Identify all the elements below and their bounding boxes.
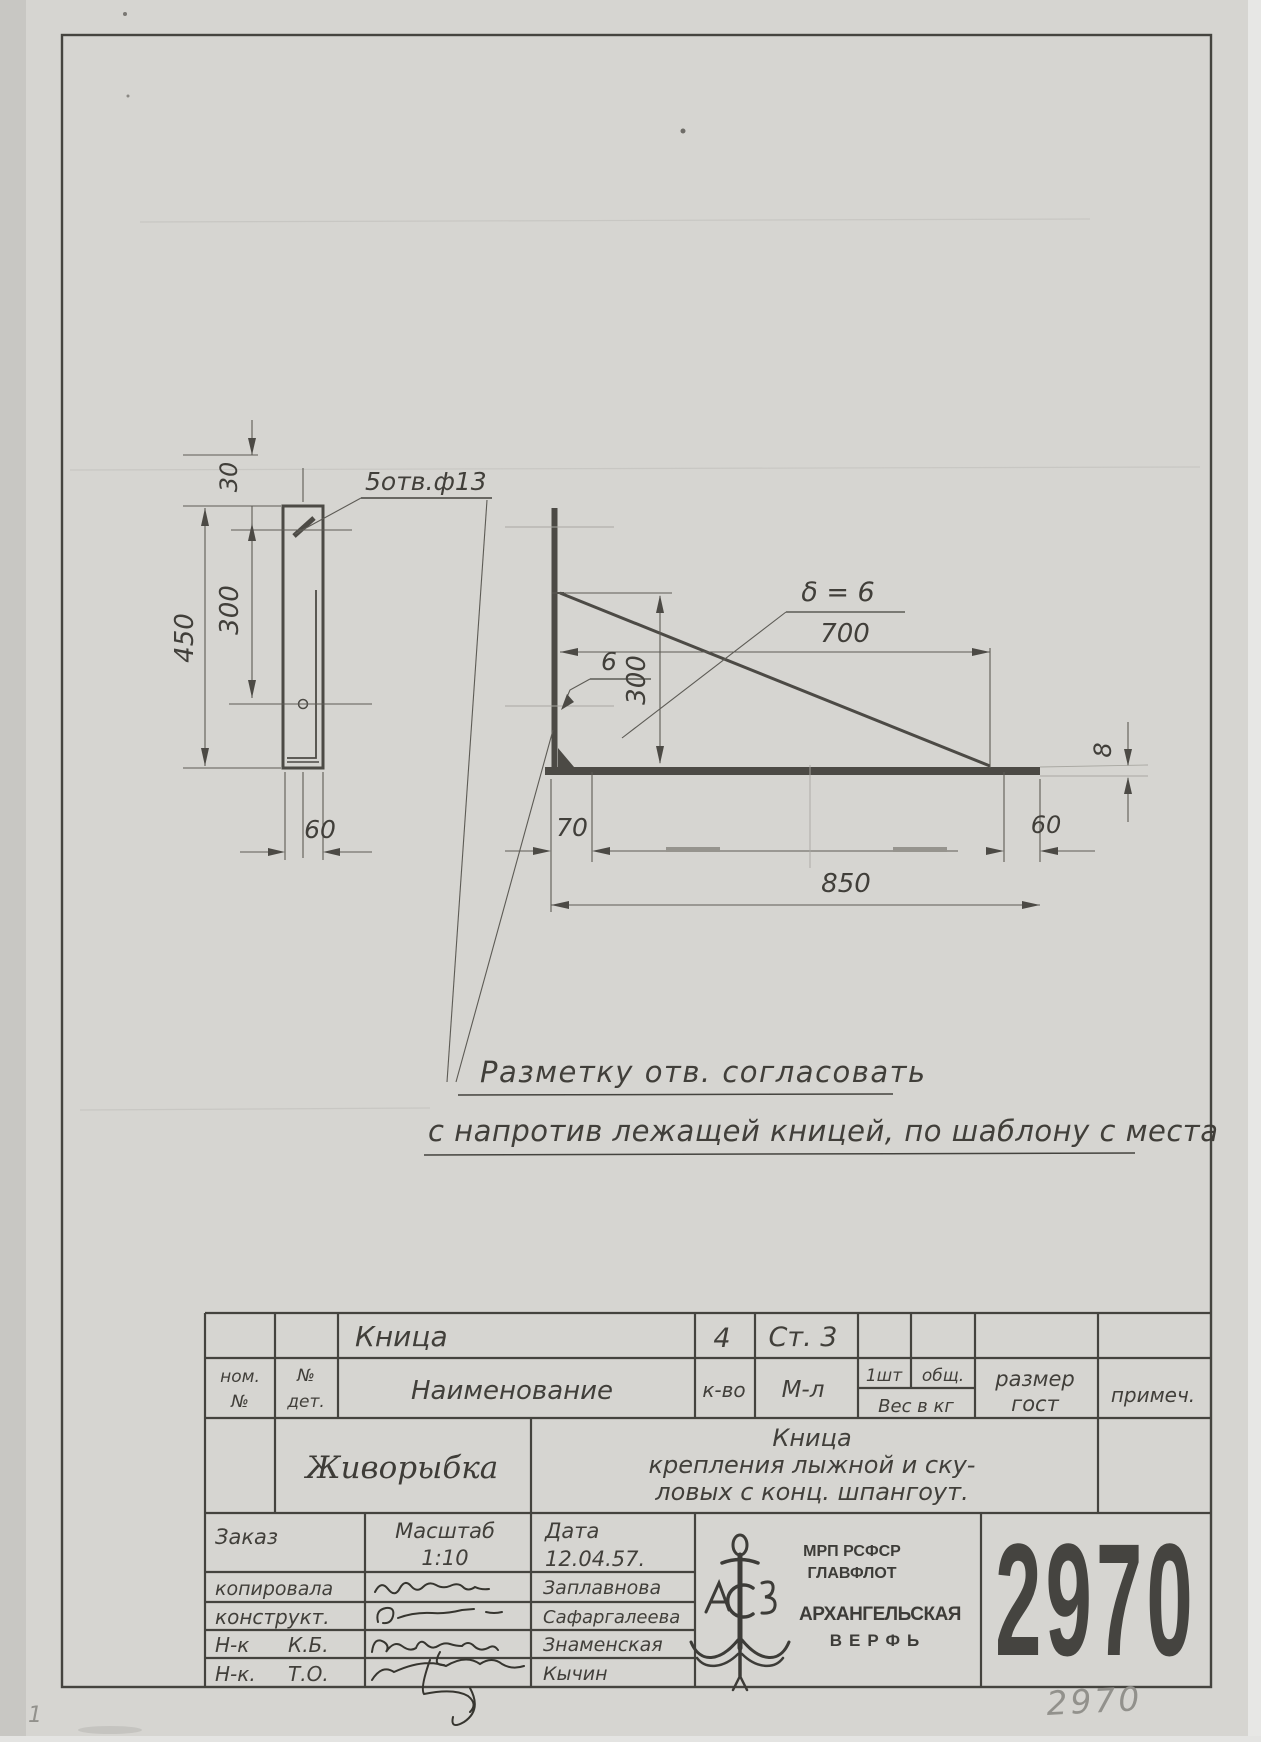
base-plate (545, 767, 1040, 775)
hdr-weight: Вес в кг (878, 1396, 954, 1417)
part-qty: 4 (713, 1323, 731, 1354)
note (424, 1055, 1218, 1155)
dim-70-label: 70 (556, 813, 588, 842)
holes-callout-label: 5отв.ф13 (365, 467, 487, 496)
dim-30 (215, 420, 256, 523)
hdr-size1: размер (995, 1367, 1075, 1391)
note-line2: с напротив лежащей кницей, по шаблону с места (428, 1114, 1219, 1148)
signature-konstruktor (377, 1608, 502, 1623)
hdr-nom1: ном. (220, 1367, 260, 1387)
hdr-qty: к-во (702, 1378, 746, 1402)
date-value: 12.04.57. (545, 1547, 646, 1571)
sig-role-0: копировала (215, 1578, 334, 1600)
dim-8 (1040, 722, 1148, 822)
dim-700-label: 700 (820, 619, 870, 649)
dim-chain-70-60 (505, 765, 1095, 912)
dim-60-right-label: 60 (1030, 811, 1062, 839)
signature-scribbles (372, 1583, 524, 1725)
left-view (183, 455, 372, 858)
sig-role-1: конструкт. (215, 1605, 330, 1629)
hdr-per-unit: 1шт (865, 1366, 903, 1386)
weld-fillet (558, 748, 574, 767)
dim-300-left (215, 523, 256, 698)
dim-450 (170, 508, 209, 766)
sig-role2-3: Т.О. (288, 1662, 329, 1686)
drawing-frame (62, 35, 1211, 1687)
object-desc3: ловых с конц. шпангоут. (655, 1478, 969, 1506)
dim-flange-6-label: 6 (601, 647, 617, 676)
hdr-remark: примеч. (1110, 1383, 1196, 1407)
dim-850 (551, 869, 1040, 909)
dim-30-label: 30 (215, 461, 243, 493)
hdr-name: Наименование (410, 1376, 614, 1406)
sig-role-2: Н-к (215, 1633, 250, 1657)
stamp-org3: АРХАНГЕЛЬСКАЯ (799, 1604, 961, 1625)
part-material: Ст. 3 (768, 1322, 838, 1353)
signature-kopirovala (375, 1583, 489, 1593)
scale-value: 1:10 (421, 1546, 469, 1570)
date-label: Дата (545, 1519, 600, 1543)
dim-60-left-label: 60 (304, 815, 336, 844)
drawing-number: 2970 (995, 1511, 1197, 1691)
shipyard-stamp (691, 1535, 961, 1690)
note-line1: Разметку отв. согласовать (480, 1055, 927, 1089)
dim-300-left-label: 300 (215, 585, 245, 635)
object-desc1: Кница (772, 1424, 852, 1452)
dim-delta-6-label: δ = 6 (801, 577, 875, 608)
part-name: Кница (355, 1320, 448, 1353)
scale-label: Масштаб (395, 1519, 495, 1543)
sig-name-2: Знаменская (543, 1634, 663, 1656)
pencil-number: 2970 (1045, 1679, 1144, 1723)
dim-450-label: 450 (170, 613, 200, 663)
hdr-total: общ. (921, 1366, 965, 1386)
signature-nk-kb (372, 1640, 498, 1665)
anchor-logo-icon (691, 1535, 789, 1690)
corner-mark: 1 (28, 1703, 42, 1728)
dim-60-left (240, 772, 372, 860)
signature-nk-to (372, 1659, 524, 1725)
main-view (505, 508, 1040, 775)
holes-callout (295, 467, 492, 534)
sig-role-3: Н-к. (215, 1662, 256, 1686)
sig-role2-2: К.Б. (288, 1633, 329, 1657)
sig-name-1: Сафаргалеева (543, 1607, 681, 1628)
object-desc2: крепления лыжной и ску- (648, 1451, 976, 1479)
hdr-size2: гост (1011, 1392, 1059, 1416)
dim-8-label: 8 (1089, 742, 1117, 758)
hdr-det1: № (297, 1366, 315, 1386)
note-leaders (447, 500, 553, 1082)
ink-speck (681, 129, 686, 134)
stamp-org4: ВЕРФЬ (829, 1631, 927, 1650)
project-name: Живорыбка (305, 1450, 499, 1486)
hdr-nom2: № (231, 1392, 249, 1412)
stamp-org1: МРП РСФСР (803, 1543, 901, 1560)
hdr-material: М-л (781, 1377, 825, 1403)
dim-300-main-label: 300 (622, 655, 652, 705)
sig-name-0: Заплавнова (543, 1577, 662, 1599)
stamp-org2: ГЛАВФЛОТ (807, 1565, 897, 1582)
sig-name-3: Кычин (543, 1663, 608, 1685)
hdr-det2: дет. (287, 1392, 325, 1412)
dim-850-label: 850 (821, 869, 871, 899)
order-label: Заказ (215, 1525, 279, 1549)
